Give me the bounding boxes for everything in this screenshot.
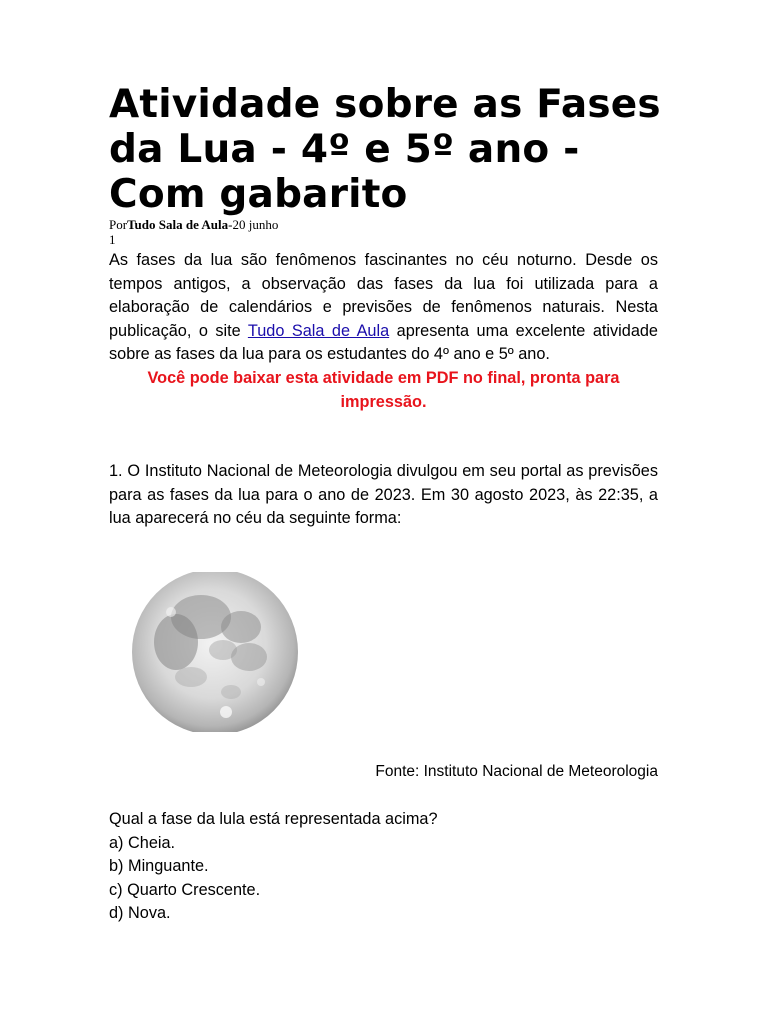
- intro-text-before: As fases da lua são fenômenos fascinantes no céu noturno. Desde os tempos antigos, a observação das fases da lua foi utilizada para a elaboração de calendários e previsões de fenômenos naturais. Nesta publicação, o site: [109, 251, 658, 340]
- option-d: d) Nova.: [109, 904, 171, 922]
- full-moon-image: [131, 572, 299, 732]
- article-title: Atividade sobre as Fases da Lua - 4º e 5º ano - Com gabarito: [109, 82, 661, 217]
- intro-text-after: apresenta uma excelente atividade sobre as fases da lua para os estudantes do 4º ano e 5º ano.: [109, 321, 658, 364]
- byline-date: 20 junho: [232, 217, 279, 232]
- image-source: Fonte: Instituto Nacional de Meteorologia: [375, 763, 658, 780]
- question-prompt: Qual a fase da lula está representada acima?: [109, 810, 438, 828]
- byline-separator: -: [228, 217, 233, 232]
- intro-paragraph: [109, 249, 658, 367]
- download-notice: Você pode baixar esta atividade em PDF no final, pronta para impressão.: [147, 369, 620, 411]
- byline: [109, 217, 309, 247]
- option-a: a) Cheia.: [109, 833, 176, 852]
- byline-extra: 1: [109, 232, 116, 247]
- byline-prefix: Por: [109, 217, 128, 232]
- moon-illustration: [131, 572, 299, 732]
- question-1-statement: 1. O Instituto Nacional de Meteorologia divulgou em seu portal as previsões para as fases da lua para o ano de 2023. Em 30 agosto 2023, às 22:35, a lua aparecerá no céu da seguinte forma:: [109, 462, 658, 528]
- question-1-choices: [109, 808, 658, 926]
- byline-author[interactable]: Tudo Sala de Aula: [127, 217, 229, 232]
- option-c: c) Quarto Crescente.: [109, 880, 261, 899]
- option-b: b) Minguante.: [109, 857, 209, 875]
- site-link[interactable]: Tudo Sala de Aula: [247, 321, 390, 340]
